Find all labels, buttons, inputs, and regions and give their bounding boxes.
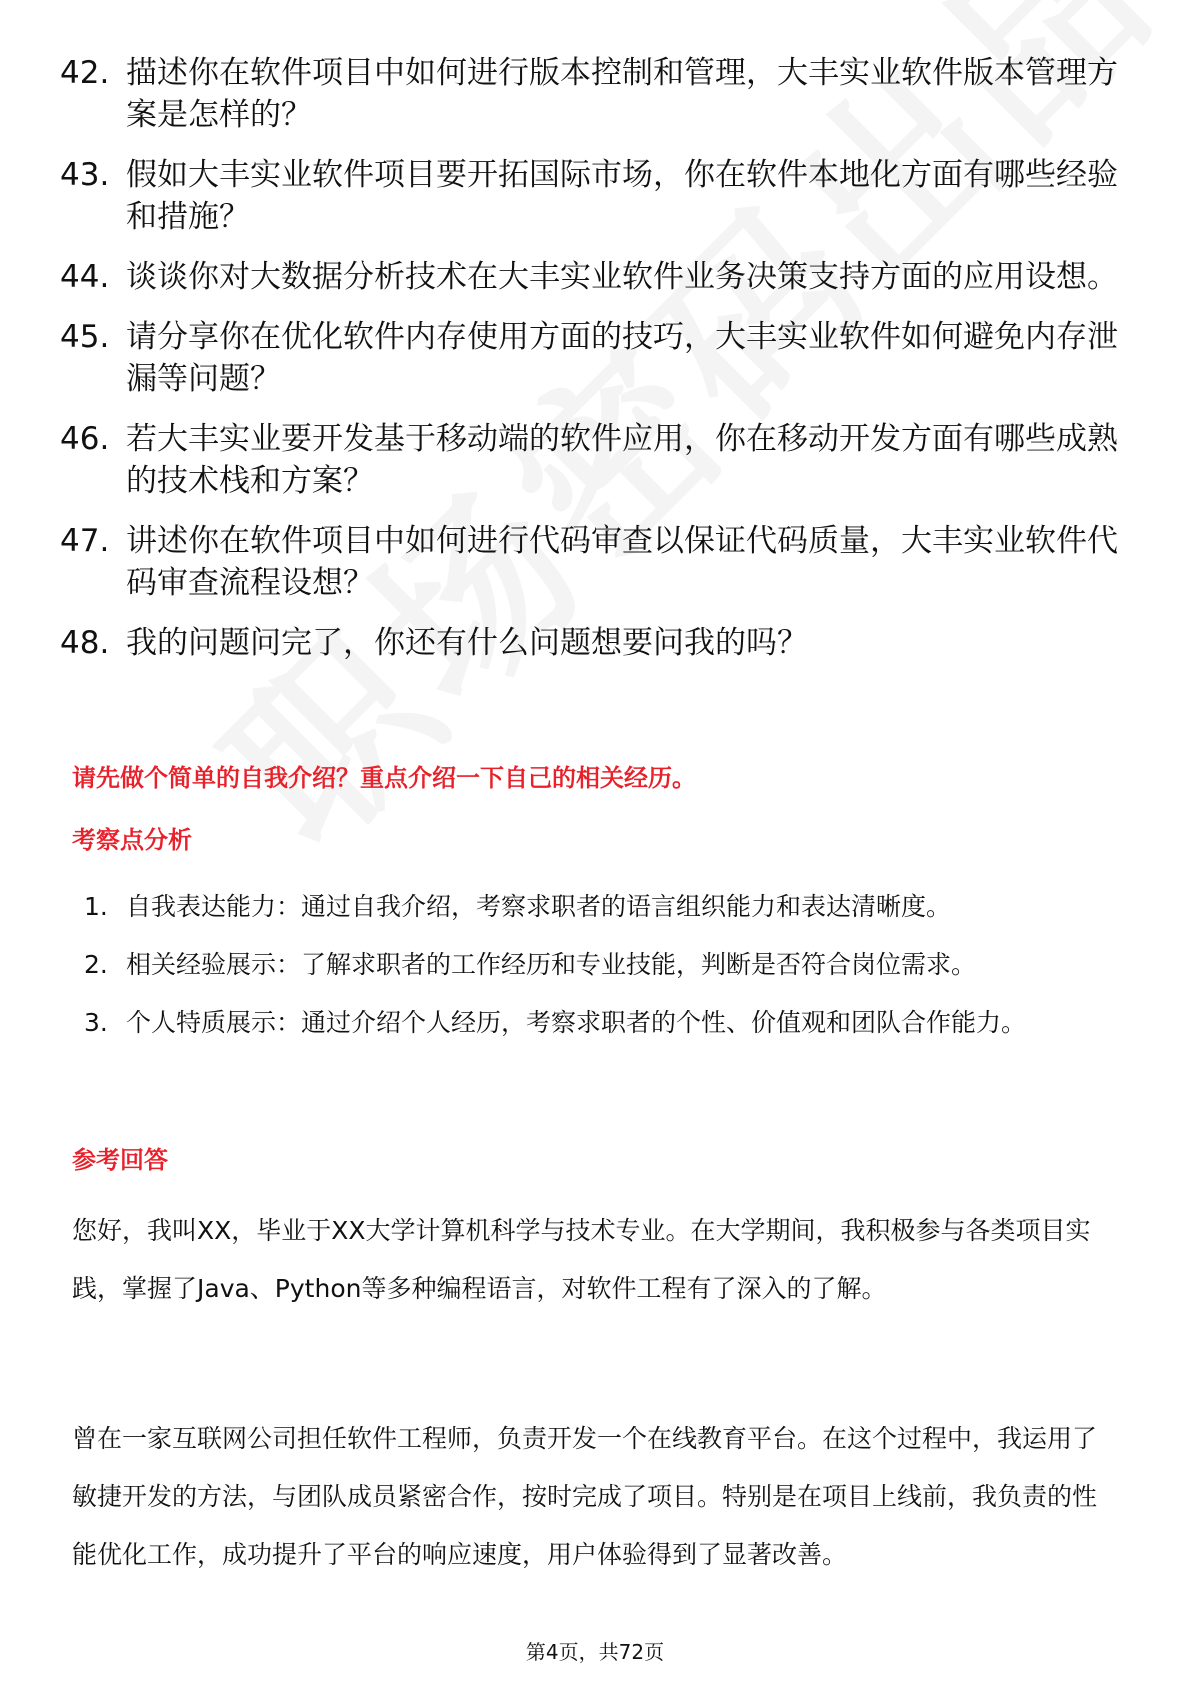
list-item — [84, 878, 1124, 936]
list-item — [60, 154, 1120, 238]
item-number: 48. — [60, 625, 110, 661]
item-text: 相关经验展示：了解求职者的工作经历和专业技能，判断是否符合岗位需求。 — [126, 950, 977, 979]
item-number: 42. — [60, 55, 110, 91]
page-number: 第4页，共72页 — [525, 1640, 665, 1664]
list-item — [60, 418, 1120, 502]
analysis-heading: 考察点分析 — [72, 826, 192, 854]
item-text: 请分享你在优化软件内存使用方面的技巧，大丰实业软件如何避免内存泄漏等问题？ — [126, 319, 1118, 397]
item-number: 3. — [84, 1008, 108, 1037]
item-number: 46. — [60, 421, 110, 457]
list-item — [84, 994, 1124, 1052]
answer-paragraph: 曾在一家互联网公司担任软件工程师，负责开发一个在线教育平台。在这个过程中，我运用了敏捷开发的方法，与团队成员紧密合作，按时完成了项目。特别是在项目上线前，我负责的性能优化工作，成功提升了平台的响应速度，用户体验得到了显著改善。 — [72, 1424, 1098, 1569]
item-text: 谈谈你对大数据分析技术在大丰实业软件业务决策支持方面的应用设想。 — [126, 259, 1118, 295]
analysis-points — [84, 878, 1124, 1052]
item-number: 47. — [60, 523, 110, 559]
list-item — [60, 256, 1120, 298]
section-question: 请先做个简单的自我介绍？重点介绍一下自己的相关经历。 — [72, 764, 696, 792]
item-text: 若大丰实业要开发基于移动端的软件应用，你在移动开发方面有哪些成熟的技术栈和方案？ — [126, 421, 1118, 499]
item-text: 自我表达能力：通过自我介绍，考察求职者的语言组织能力和表达清晰度。 — [126, 892, 952, 921]
item-number: 43. — [60, 157, 110, 193]
item-number: 44. — [60, 259, 110, 295]
question-list — [60, 52, 1120, 682]
answer-heading: 参考回答 — [72, 1146, 168, 1174]
item-text: 描述你在软件项目中如何进行版本控制和管理，大丰实业软件版本管理方案是怎样的？ — [126, 55, 1118, 133]
list-item — [60, 316, 1120, 400]
list-item — [60, 520, 1120, 604]
item-number: 1. — [84, 892, 108, 921]
item-number: 2. — [84, 950, 108, 979]
list-item — [60, 622, 1120, 664]
item-number: 45. — [60, 319, 110, 355]
list-item — [84, 936, 1124, 994]
item-text: 假如大丰实业软件项目要开拓国际市场，你在软件本地化方面有哪些经验和措施？ — [126, 157, 1118, 235]
item-text: 讲述你在软件项目中如何进行代码审查以保证代码质量，大丰实业软件代码审查流程设想？ — [126, 523, 1118, 601]
item-text: 我的问题问完了，你还有什么问题想要问我的吗？ — [126, 625, 808, 661]
item-text: 个人特质展示：通过介绍个人经历，考察求职者的个性、价值观和团队合作能力。 — [126, 1008, 1027, 1037]
answer-paragraph: 您好，我叫XX，毕业于XX大学计算机科学与技术专业。在大学期间，我积极参与各类项目实践，掌握了Java、Python等多种编程语言，对软件工程有了深入的了解。 — [72, 1216, 1091, 1303]
list-item — [60, 52, 1120, 136]
